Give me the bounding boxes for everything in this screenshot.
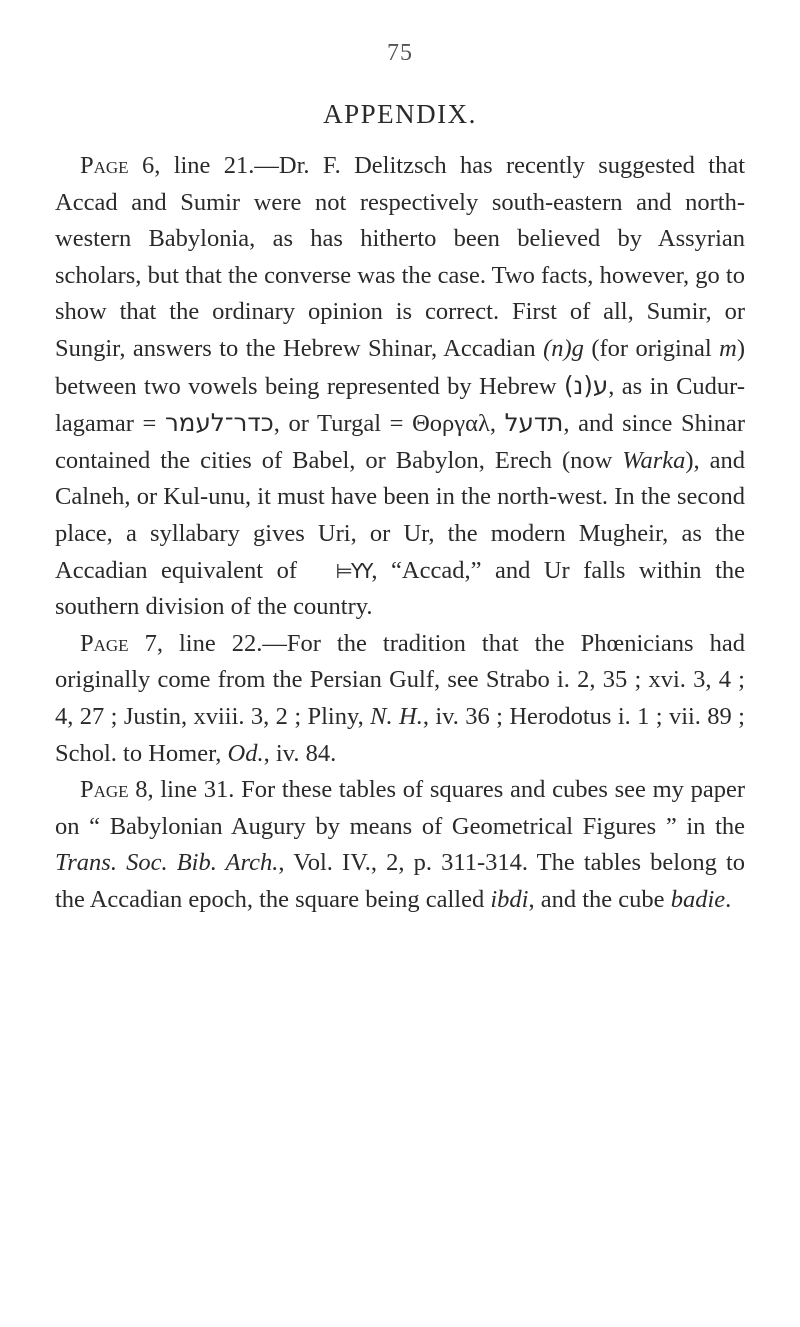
page-number: 75 — [387, 40, 413, 66]
page-ref-label: Page — [80, 152, 129, 179]
greek-thorgal: Θοργαλ — [412, 410, 490, 438]
appendix-heading: APPENDIX. — [323, 99, 477, 129]
hebrew-ayin: ע(נ) — [564, 370, 609, 400]
hebrew-tidal: תדעל — [504, 408, 564, 438]
page-ref-label: Page — [80, 776, 129, 804]
paragraph-page-6: Page 6, line 21.—Dr. F. Delitzsch has recently suggested that Accad and Sumir were not respectively south-eastern and north-western Babylonia, as has hitherto been believed by Assyrian scholars, but that the converse was the case. Two facts, however, go to show that the ordinary opinion is correct. First of all, Sumir, or Sungir, answers to the Hebrew Shinar, Accadian (n)g (for original m) between two vowels being represented by Hebrew ע(נ), as in Cudur-lagamar = כדר־לעמר, or Turgal = Θοργαλ, תדעל, and since Shinar contained the cities of Babel, or Babylon, Erech (now Warka), and Calneh, or Kul-unu, it must have been in the north-west. In the second place, a syllabary gives Uri, or Ur, the modern Mugheir, as the Accadian equivalent of ⊨YY, “Accad,” and Ur falls within the southern division of the country. — [55, 152, 745, 621]
paragraph-page-8: Page 8, line 31. For these tables of squares and cubes see my paper on “ Babylonian Augury by means of Geometrical Figures ” in the Trans. Soc. Bib. Arch., Vol. IV., 2, p. 311-314. The tables belong to the Accadian epoch, the square being called ibdi, and the cube badie. — [55, 776, 746, 913]
page-ref-label: Page — [80, 629, 129, 657]
cuneiform-sign: ⊨YY — [335, 558, 372, 583]
book-page — [55, 40, 745, 918]
hebrew-kedorlaomer: כדר־לעמר — [164, 408, 274, 438]
paragraph-page-7: Page 7, line 22.—For the tradition that the Phœnicians had originally come from the Persian Gulf, see Strabo i. 2, 35 ; xvi. 3, 4 ; 4, 27 ; Justin, xviii. 3, 2 ; Pliny, N. H., iv. 36 ; Herodotus i. 1 ; vii. 89 ; Schol. to Homer, Od., iv. 84. — [55, 629, 745, 767]
